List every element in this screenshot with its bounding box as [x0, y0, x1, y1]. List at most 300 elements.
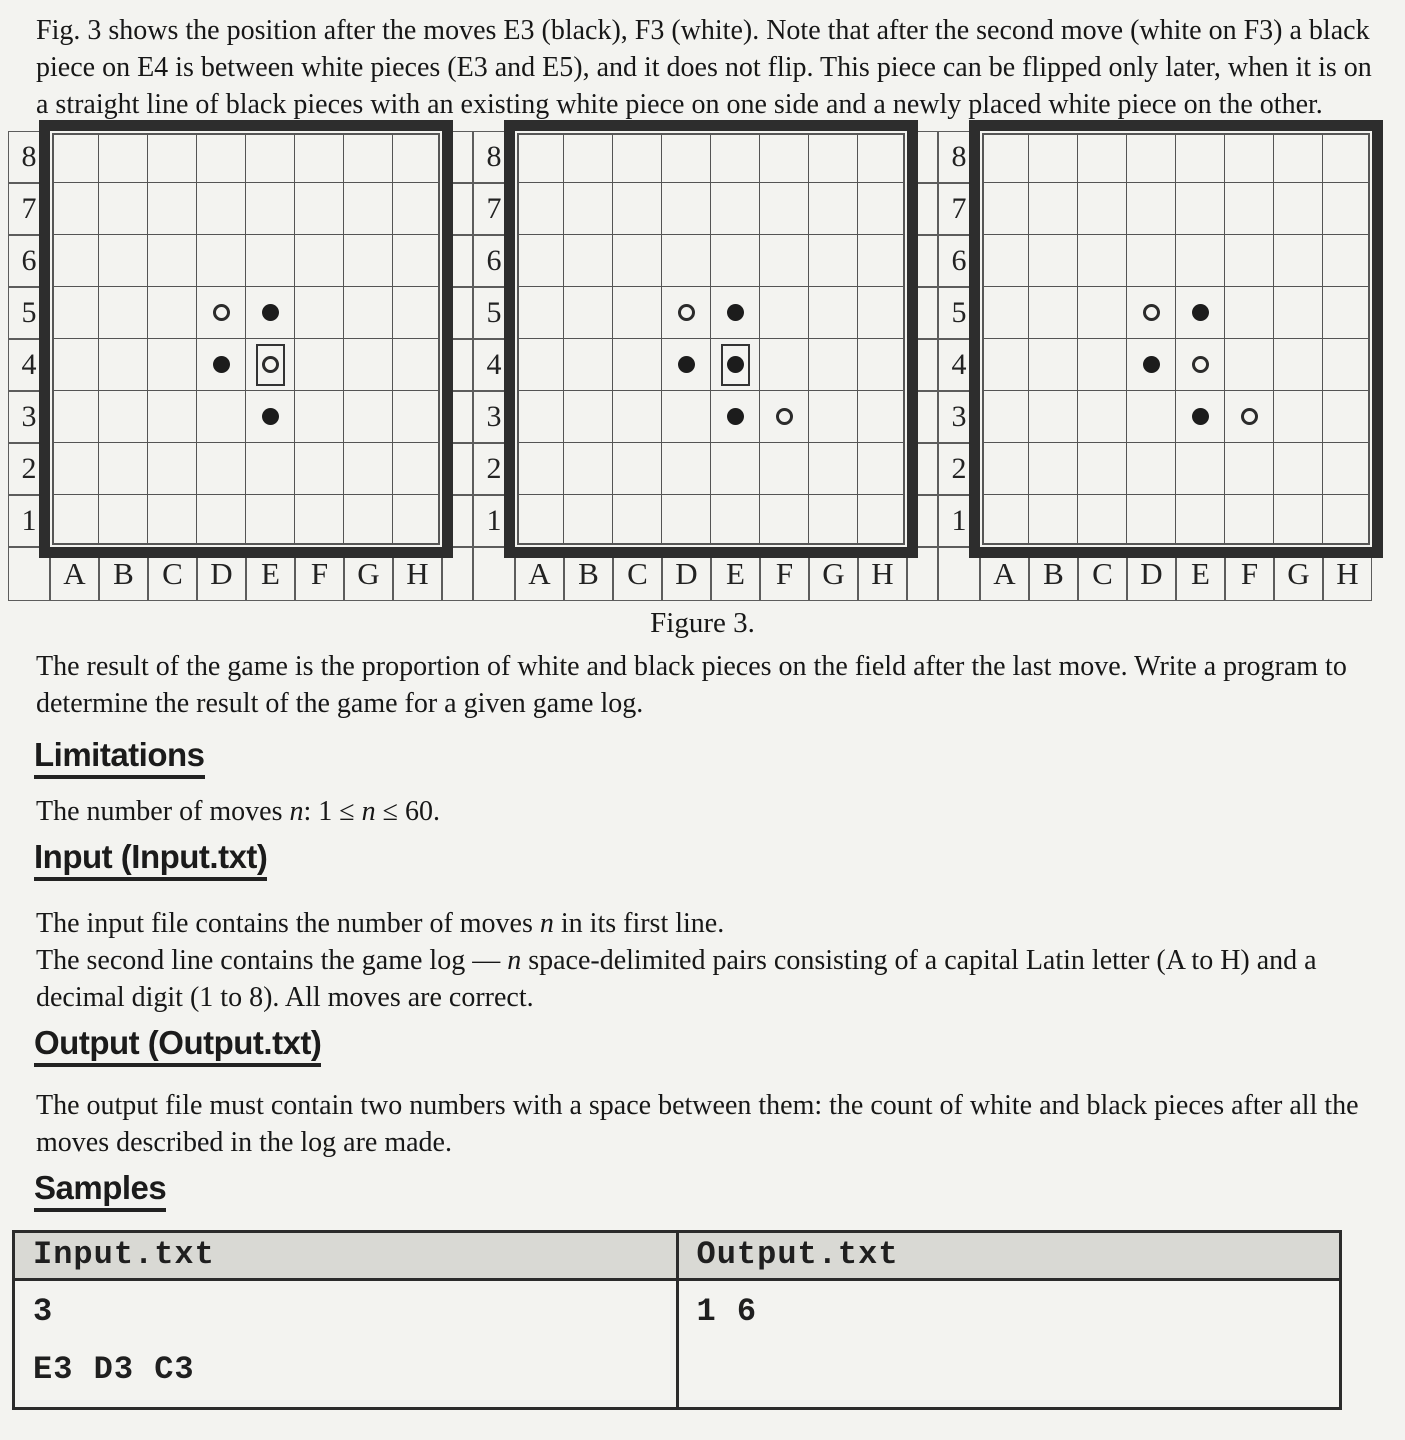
board-cell — [1225, 183, 1274, 235]
board-cell — [809, 235, 858, 287]
board-cell — [858, 131, 907, 183]
board-cell — [344, 339, 393, 391]
sample-output-line-1: 1 6 — [696, 1293, 758, 1330]
board-cell — [1078, 235, 1127, 287]
board-cell — [1176, 183, 1225, 235]
board-cell — [564, 339, 613, 391]
board-cell — [99, 131, 148, 183]
board-cell — [809, 495, 858, 547]
board-cell — [1323, 495, 1372, 547]
col-label: F — [760, 547, 809, 601]
col-label: B — [564, 547, 613, 601]
board-cell — [809, 131, 858, 183]
row-label: 4 — [938, 339, 980, 391]
board-cell — [515, 183, 564, 235]
board-cell — [393, 391, 442, 443]
input-p2-pre: The second line contains the game log — — [36, 945, 508, 976]
board-cell — [1225, 235, 1274, 287]
board-cell — [515, 235, 564, 287]
board-cell — [1029, 443, 1078, 495]
board-cell — [295, 443, 344, 495]
board-cell — [197, 183, 246, 235]
board-cell — [1029, 131, 1078, 183]
board-cell — [50, 443, 99, 495]
board-cell — [662, 183, 711, 235]
col-label: C — [1078, 547, 1127, 601]
board-cell — [246, 391, 295, 443]
row-label: 5 — [938, 287, 980, 339]
col-label: G — [809, 547, 858, 601]
board-cell — [809, 339, 858, 391]
board-cell — [613, 339, 662, 391]
highlight-box — [721, 344, 750, 386]
sample-input-cell — [14, 1280, 678, 1409]
board-cell — [393, 495, 442, 547]
board-cell — [1176, 287, 1225, 339]
board-cell — [1323, 235, 1372, 287]
board-cell — [613, 183, 662, 235]
board-cell — [344, 235, 393, 287]
board-cell — [246, 235, 295, 287]
input-heading — [34, 838, 1405, 881]
board-cell — [295, 183, 344, 235]
board-cell — [760, 391, 809, 443]
row-label: 1 — [473, 495, 515, 547]
row-label: 6 — [473, 235, 515, 287]
samples-table — [12, 1230, 1342, 1410]
row-label: 7 — [8, 183, 50, 235]
board-cell — [662, 339, 711, 391]
board-cell — [1029, 495, 1078, 547]
board-cell — [1029, 391, 1078, 443]
black-piece — [213, 356, 230, 373]
samples-heading-text: Samples — [34, 1169, 166, 1212]
board-cell — [197, 287, 246, 339]
board-cell — [564, 183, 613, 235]
board-cell — [1176, 235, 1225, 287]
row-label: 1 — [938, 495, 980, 547]
board-cell — [197, 391, 246, 443]
col-label: A — [980, 547, 1029, 601]
limitations-text-post: ≤ 60. — [375, 796, 441, 827]
board-cell — [760, 235, 809, 287]
board-cell — [344, 131, 393, 183]
input-line-1 — [36, 905, 1379, 942]
board-grid — [515, 131, 907, 547]
board-cell — [344, 183, 393, 235]
gutter-cell — [442, 339, 473, 391]
board-cell — [662, 391, 711, 443]
board-cell — [1176, 339, 1225, 391]
board-cell — [1274, 391, 1323, 443]
board-cell — [564, 443, 613, 495]
black-piece — [727, 408, 744, 425]
col-label: D — [662, 547, 711, 601]
board-cell — [711, 443, 760, 495]
input-p2-var-n: n — [507, 945, 522, 976]
board-cell — [99, 443, 148, 495]
samples-header-row — [14, 1232, 1341, 1280]
gutter-cell — [442, 183, 473, 235]
board-cell — [858, 391, 907, 443]
row-label: 2 — [8, 443, 50, 495]
black-piece — [1143, 356, 1160, 373]
col-label: E — [1176, 547, 1225, 601]
black-piece — [678, 356, 695, 373]
limitations-text-mid: : 1 ≤ — [303, 796, 362, 827]
board-cell — [295, 339, 344, 391]
col-label: D — [1127, 547, 1176, 601]
limitations-var-n2: n — [361, 796, 376, 827]
board-cell — [980, 443, 1029, 495]
limitations-var-n: n — [289, 796, 304, 827]
board-cell — [564, 235, 613, 287]
board-cell — [1225, 287, 1274, 339]
board-cell — [344, 287, 393, 339]
board-cell — [1078, 339, 1127, 391]
board-cell — [662, 495, 711, 547]
board-cell — [1029, 183, 1078, 235]
board-cell — [50, 495, 99, 547]
samples-heading — [34, 1169, 1405, 1212]
board-cell — [711, 131, 760, 183]
board-grid — [980, 131, 1372, 547]
board-cell — [50, 131, 99, 183]
board-cell — [515, 495, 564, 547]
board-cell — [1323, 391, 1372, 443]
board-cell — [99, 183, 148, 235]
board-cell — [197, 131, 246, 183]
board-cell — [711, 235, 760, 287]
board-cell — [613, 495, 662, 547]
board-cell — [50, 391, 99, 443]
col-label: B — [1029, 547, 1078, 601]
board-cell — [1225, 495, 1274, 547]
white-piece — [678, 304, 695, 321]
board-cell — [1127, 391, 1176, 443]
input-paragraph — [36, 905, 1379, 1016]
figure-caption: Figure 3. — [650, 607, 755, 639]
board-cell — [1274, 235, 1323, 287]
board-cell — [809, 287, 858, 339]
board-cell — [246, 443, 295, 495]
col-label: A — [515, 547, 564, 601]
board-cell — [515, 391, 564, 443]
figure-3-boards — [8, 131, 1405, 601]
output-file-header: Output.txt — [677, 1232, 1341, 1280]
input-p1-pre: The input file contains the number of moves — [36, 908, 540, 939]
board-cell — [980, 391, 1029, 443]
limitations-paragraph — [36, 793, 1379, 830]
col-label: A — [50, 547, 99, 601]
board-cell — [295, 287, 344, 339]
input-p2-post: space-delimited pairs consisting of a capital Latin letter (A to H) and a decimal digit (1 to 8). All moves are correct. — [36, 945, 1317, 1013]
board-cell — [515, 339, 564, 391]
board-cell — [1176, 391, 1225, 443]
board-cell — [344, 443, 393, 495]
black-piece — [1192, 304, 1209, 321]
board-cell — [393, 443, 442, 495]
row-label: 5 — [8, 287, 50, 339]
board-cell — [858, 183, 907, 235]
board-cell — [148, 391, 197, 443]
board-cell — [711, 391, 760, 443]
board-cell — [613, 235, 662, 287]
board-cell — [980, 235, 1029, 287]
board-cell — [393, 235, 442, 287]
input-line-2 — [36, 942, 1379, 1016]
board-cell — [1078, 495, 1127, 547]
col-label: C — [613, 547, 662, 601]
board-cell — [662, 287, 711, 339]
board-cell — [1176, 495, 1225, 547]
board-cell — [246, 495, 295, 547]
corner-cell — [473, 547, 515, 601]
row-label: 8 — [473, 131, 515, 183]
gutter-cell — [907, 547, 938, 601]
board-cell — [1225, 339, 1274, 391]
white-piece — [213, 304, 230, 321]
board-cell — [564, 287, 613, 339]
black-piece — [727, 304, 744, 321]
board-cell — [393, 287, 442, 339]
board-cell — [148, 235, 197, 287]
board-cell — [564, 131, 613, 183]
board-cell — [858, 235, 907, 287]
gutter-cell — [442, 495, 473, 547]
board-cell — [393, 183, 442, 235]
reversi-board-1 — [8, 131, 473, 601]
gutter-cell — [442, 131, 473, 183]
board-cell — [858, 287, 907, 339]
sample-output-cell — [677, 1280, 1341, 1409]
board-cell — [1274, 131, 1323, 183]
board-cell — [1127, 235, 1176, 287]
board-cell — [1078, 287, 1127, 339]
board-cell — [662, 131, 711, 183]
board-cell — [148, 443, 197, 495]
board-cell — [809, 391, 858, 443]
col-label: F — [295, 547, 344, 601]
board-cell — [295, 131, 344, 183]
black-piece — [1192, 408, 1209, 425]
col-label: C — [148, 547, 197, 601]
board-cell — [148, 287, 197, 339]
row-label: 4 — [473, 339, 515, 391]
col-label: G — [344, 547, 393, 601]
board-cell — [99, 287, 148, 339]
board-cell — [1323, 443, 1372, 495]
board-cell — [50, 339, 99, 391]
col-label: H — [1323, 547, 1372, 601]
board-cell — [99, 391, 148, 443]
board-cell — [148, 131, 197, 183]
board-grid — [50, 131, 442, 547]
gutter-cell — [907, 287, 938, 339]
row-label: 6 — [8, 235, 50, 287]
reversi-board-3 — [938, 131, 1372, 601]
board-cell — [613, 131, 662, 183]
input-heading-text: Input (Input.txt) — [34, 838, 267, 881]
board-cell — [246, 131, 295, 183]
row-label: 5 — [473, 287, 515, 339]
board-cell — [515, 131, 564, 183]
reversi-board-2 — [473, 131, 938, 601]
gutter-cell — [907, 235, 938, 287]
row-label: 3 — [473, 391, 515, 443]
board-cell — [760, 183, 809, 235]
board-cell — [1127, 443, 1176, 495]
board-cell — [1323, 339, 1372, 391]
output-heading — [34, 1024, 1405, 1067]
board-cell — [809, 183, 858, 235]
board-cell — [197, 443, 246, 495]
highlight-box — [256, 344, 285, 386]
board-cell — [1127, 131, 1176, 183]
board-cell — [711, 339, 760, 391]
board-cell — [1078, 391, 1127, 443]
board-cell — [1176, 443, 1225, 495]
black-piece — [727, 356, 744, 373]
black-piece — [262, 408, 279, 425]
row-label: 7 — [473, 183, 515, 235]
row-label: 8 — [938, 131, 980, 183]
board-cell — [711, 495, 760, 547]
board-cell — [50, 235, 99, 287]
board-cell — [99, 235, 148, 287]
board-cell — [99, 339, 148, 391]
board-cell — [246, 287, 295, 339]
row-label: 8 — [8, 131, 50, 183]
board-cell — [980, 131, 1029, 183]
corner-cell — [938, 547, 980, 601]
gutter-cell — [907, 443, 938, 495]
board-cell — [50, 183, 99, 235]
board-cell — [613, 287, 662, 339]
board-cell — [393, 339, 442, 391]
output-heading-text: Output (Output.txt) — [34, 1024, 321, 1067]
gutter-cell — [442, 235, 473, 287]
board-cell — [148, 339, 197, 391]
board-cell — [515, 287, 564, 339]
output-paragraph: The output file must contain two numbers with a space between them: the count of white and black pieces after all the moves described in the log are made. — [36, 1090, 1359, 1158]
row-label: 7 — [938, 183, 980, 235]
board-cell — [1078, 183, 1127, 235]
board-cell — [1225, 391, 1274, 443]
board-cell — [662, 235, 711, 287]
board-cell — [1029, 339, 1078, 391]
board-cell — [760, 287, 809, 339]
board-cell — [1225, 443, 1274, 495]
col-label: E — [246, 547, 295, 601]
limitations-heading-text: Limitations — [34, 736, 205, 779]
board-cell — [980, 339, 1029, 391]
board-cell — [50, 287, 99, 339]
board-cell — [1127, 287, 1176, 339]
board-cell — [1176, 131, 1225, 183]
gutter-cell — [907, 183, 938, 235]
board-cell — [1274, 495, 1323, 547]
col-label: B — [99, 547, 148, 601]
board-cell — [711, 183, 760, 235]
board-cell — [760, 443, 809, 495]
board-cell — [197, 339, 246, 391]
board-cell — [613, 391, 662, 443]
board-cell — [980, 495, 1029, 547]
row-label: 3 — [938, 391, 980, 443]
board-cell — [564, 495, 613, 547]
board-cell — [809, 443, 858, 495]
board-cell — [246, 339, 295, 391]
gutter-cell — [907, 339, 938, 391]
board-cell — [295, 495, 344, 547]
board-cell — [1127, 183, 1176, 235]
gutter-cell — [907, 131, 938, 183]
white-piece — [776, 408, 793, 425]
board-cell — [99, 495, 148, 547]
board-cell — [1078, 131, 1127, 183]
gutter-cell — [442, 547, 473, 601]
board-cell — [1225, 131, 1274, 183]
board-cell — [393, 131, 442, 183]
gutter-cell — [442, 391, 473, 443]
board-cell — [344, 495, 393, 547]
white-piece — [262, 356, 279, 373]
board-cell — [564, 391, 613, 443]
white-piece — [1192, 356, 1209, 373]
board-cell — [1323, 287, 1372, 339]
board-cell — [1127, 339, 1176, 391]
board-cell — [295, 235, 344, 287]
board-cell — [662, 443, 711, 495]
row-label: 1 — [8, 495, 50, 547]
board-cell — [858, 443, 907, 495]
corner-cell — [8, 547, 50, 601]
row-label: 2 — [473, 443, 515, 495]
input-p1-var-n: n — [539, 908, 554, 939]
board-cell — [760, 495, 809, 547]
sample-input-line-1: 3 — [33, 1293, 54, 1330]
black-piece — [262, 304, 279, 321]
board-cell — [1323, 131, 1372, 183]
limitations-heading — [34, 736, 1405, 779]
board-cell — [980, 183, 1029, 235]
board-cell — [760, 131, 809, 183]
intro-paragraph: Fig. 3 shows the position after the moves E3 (black), F3 (white). Note that after the second move (white on F3) a black piece on E4 is between white pieces (E3 and E5), and it does not flip. This piece can be flipped only later, when it is on a straight line of black pieces with an existing white piece on one side and a newly placed white piece on the other. — [36, 15, 1372, 120]
board-cell — [858, 495, 907, 547]
board-cell — [148, 183, 197, 235]
col-label: G — [1274, 547, 1323, 601]
board-cell — [980, 287, 1029, 339]
samples-body-row — [14, 1280, 1341, 1409]
white-piece — [1241, 408, 1258, 425]
gutter-cell — [907, 391, 938, 443]
board-cell — [1274, 443, 1323, 495]
input-p1-post: in its first line. — [553, 908, 725, 939]
board-cell — [148, 495, 197, 547]
board-cell — [515, 443, 564, 495]
board-cell — [197, 495, 246, 547]
board-cell — [197, 235, 246, 287]
col-label: H — [858, 547, 907, 601]
row-label: 3 — [8, 391, 50, 443]
gutter-cell — [442, 287, 473, 339]
board-cell — [1323, 183, 1372, 235]
board-cell — [1029, 287, 1078, 339]
col-label: H — [393, 547, 442, 601]
board-cell — [613, 443, 662, 495]
board-cell — [1078, 443, 1127, 495]
